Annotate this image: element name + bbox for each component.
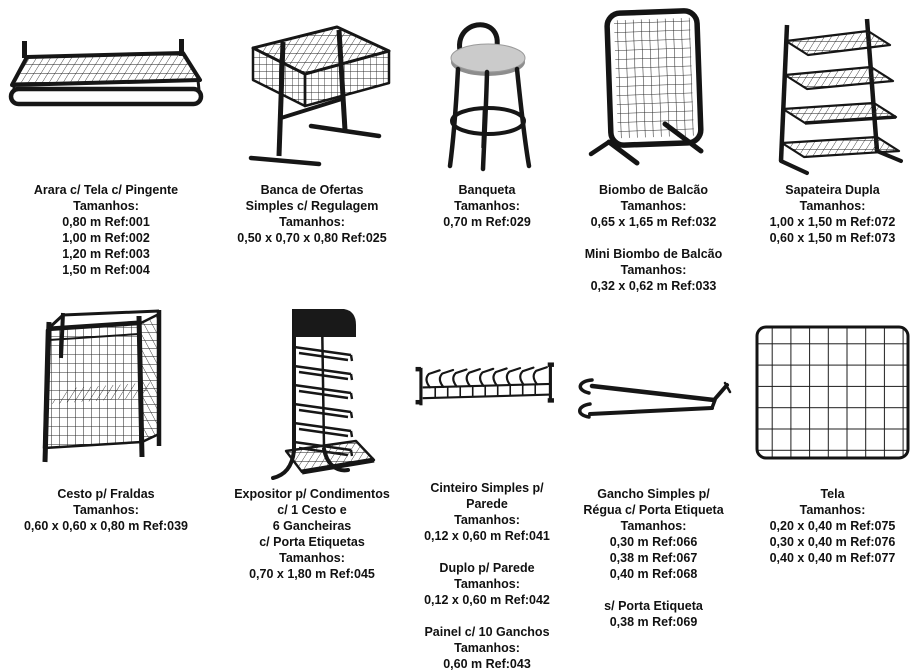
product-title: Simples c/ Regulagem bbox=[245, 199, 379, 213]
product-spec: 0,20 x 0,40 m Ref:075 bbox=[769, 519, 896, 533]
product-card-banqueta bbox=[412, 0, 562, 298]
caption-spacer bbox=[585, 230, 723, 246]
product-spec: 0,38 m Ref:069 bbox=[609, 615, 698, 629]
product-spec: 1,50 m Ref:004 bbox=[62, 263, 150, 277]
product-card-cesto bbox=[0, 298, 212, 672]
product-spec: 0,80 m Ref:001 bbox=[62, 215, 150, 229]
product-spec: 0,60 x 0,60 x 0,80 m Ref:039 bbox=[23, 519, 188, 533]
product-card-arara bbox=[0, 0, 212, 298]
product-card-cinteiro bbox=[412, 298, 562, 672]
product-spec: 0,50 x 0,70 x 0,80 Ref:025 bbox=[237, 231, 387, 245]
product-spec: 0,60 m Ref:043 bbox=[443, 657, 531, 671]
product-spec: 0,40 m Ref:068 bbox=[609, 567, 698, 581]
caption-spacer bbox=[424, 544, 550, 560]
stool-image bbox=[412, 0, 562, 182]
product-title: Painel c/ 10 Ganchos bbox=[424, 625, 550, 639]
grid-screen-image bbox=[562, 0, 745, 182]
product-caption bbox=[24, 486, 188, 534]
product-caption bbox=[234, 486, 390, 582]
product-spec: 1,20 m Ref:003 bbox=[62, 247, 150, 261]
product-title: Sapateira Dupla bbox=[785, 183, 880, 197]
product-spec: 1,00 m Ref:002 bbox=[62, 231, 150, 245]
product-spec: 0,60 x 1,50 m Ref:073 bbox=[769, 231, 896, 245]
product-sizes-label: Tamanhos: bbox=[620, 263, 687, 277]
product-sizes-label: Tamanhos: bbox=[279, 551, 345, 565]
product-spec: 0,32 x 0,62 m Ref:033 bbox=[590, 279, 717, 293]
product-spec: 0,38 m Ref:067 bbox=[609, 551, 698, 565]
product-title: Banca de Ofertas bbox=[260, 183, 364, 197]
product-spec: 0,70 x 1,80 m Ref:045 bbox=[249, 567, 375, 581]
product-title: Arara c/ Tela c/ Pingente bbox=[33, 183, 179, 197]
caption-spacer bbox=[424, 608, 550, 624]
caption-spacer bbox=[583, 582, 723, 598]
product-title: Banqueta bbox=[458, 183, 516, 197]
product-card-expositor bbox=[212, 298, 412, 672]
tall-basket-image bbox=[0, 298, 212, 486]
product-card-tela bbox=[745, 298, 920, 672]
product-caption bbox=[583, 486, 723, 630]
product-title: Régua c/ Porta Etiqueta bbox=[583, 503, 724, 517]
product-spec: 0,30 m Ref:066 bbox=[609, 535, 698, 549]
product-caption bbox=[770, 182, 896, 246]
product-card-gancho bbox=[562, 298, 745, 672]
product-title: Expositor p/ Condimentos bbox=[234, 487, 390, 501]
product-caption bbox=[585, 182, 723, 294]
product-sizes-label: Tamanhos: bbox=[799, 503, 866, 517]
product-title: s/ Porta Etiqueta bbox=[604, 599, 703, 613]
product-title: Mini Biombo de Balcão bbox=[584, 247, 723, 261]
product-sizes-label: Tamanhos: bbox=[454, 199, 520, 213]
product-sizes-label: Tamanhos: bbox=[454, 513, 520, 527]
product-caption bbox=[237, 182, 386, 246]
product-spec: 0,12 x 0,60 m Ref:041 bbox=[424, 529, 550, 543]
product-title: Biombo de Balcão bbox=[598, 183, 709, 197]
product-title: Cinteiro Simples p/ bbox=[430, 481, 544, 495]
product-spec: 0,70 m Ref:029 bbox=[443, 215, 531, 229]
product-sizes-label: Tamanhos: bbox=[620, 199, 687, 213]
product-card-sapateira bbox=[745, 0, 920, 298]
product-spec: 0,65 x 1,65 m Ref:032 bbox=[590, 215, 717, 229]
single-hook-image bbox=[562, 298, 745, 486]
wall-rail-hooks-image bbox=[412, 298, 562, 480]
product-sizes-label: Tamanhos: bbox=[279, 215, 345, 229]
product-sizes-label: Tamanhos: bbox=[73, 503, 139, 517]
product-card-banca bbox=[212, 0, 412, 298]
product-title: Gancho Simples p/ bbox=[597, 487, 710, 501]
product-caption bbox=[443, 182, 531, 230]
product-sizes-label: Tamanhos: bbox=[799, 199, 866, 213]
product-spec: 0,40 x 0,40 m Ref:077 bbox=[769, 551, 896, 565]
product-title: c/ 1 Cesto e bbox=[277, 503, 347, 517]
product-title: 6 Gancheiras bbox=[272, 519, 352, 533]
product-spec: 0,12 x 0,60 m Ref:042 bbox=[424, 593, 550, 607]
product-card-biombo bbox=[562, 0, 745, 298]
product-caption bbox=[424, 480, 550, 672]
wire-shelf-image bbox=[0, 0, 212, 182]
product-sizes-label: Tamanhos: bbox=[454, 641, 520, 655]
product-sizes-label: Tamanhos: bbox=[73, 199, 139, 213]
grid-panel-image bbox=[745, 298, 920, 486]
slanted-rack-image bbox=[745, 0, 920, 182]
display-stand-image bbox=[212, 298, 412, 486]
product-caption bbox=[34, 182, 178, 278]
product-spec: 1,00 x 1,50 m Ref:072 bbox=[769, 215, 896, 229]
product-title: c/ Porta Etiquetas bbox=[259, 535, 365, 549]
product-title: Cesto p/ Fraldas bbox=[57, 487, 155, 501]
product-title: Parede bbox=[466, 497, 508, 511]
basket-stand-image bbox=[212, 0, 412, 182]
product-sizes-label: Tamanhos: bbox=[620, 519, 687, 533]
product-title: Tela bbox=[820, 487, 845, 501]
product-sizes-label: Tamanhos: bbox=[454, 577, 520, 591]
product-caption bbox=[770, 486, 896, 566]
product-title: Duplo p/ Parede bbox=[439, 561, 535, 575]
product-spec: 0,30 x 0,40 m Ref:076 bbox=[769, 535, 896, 549]
